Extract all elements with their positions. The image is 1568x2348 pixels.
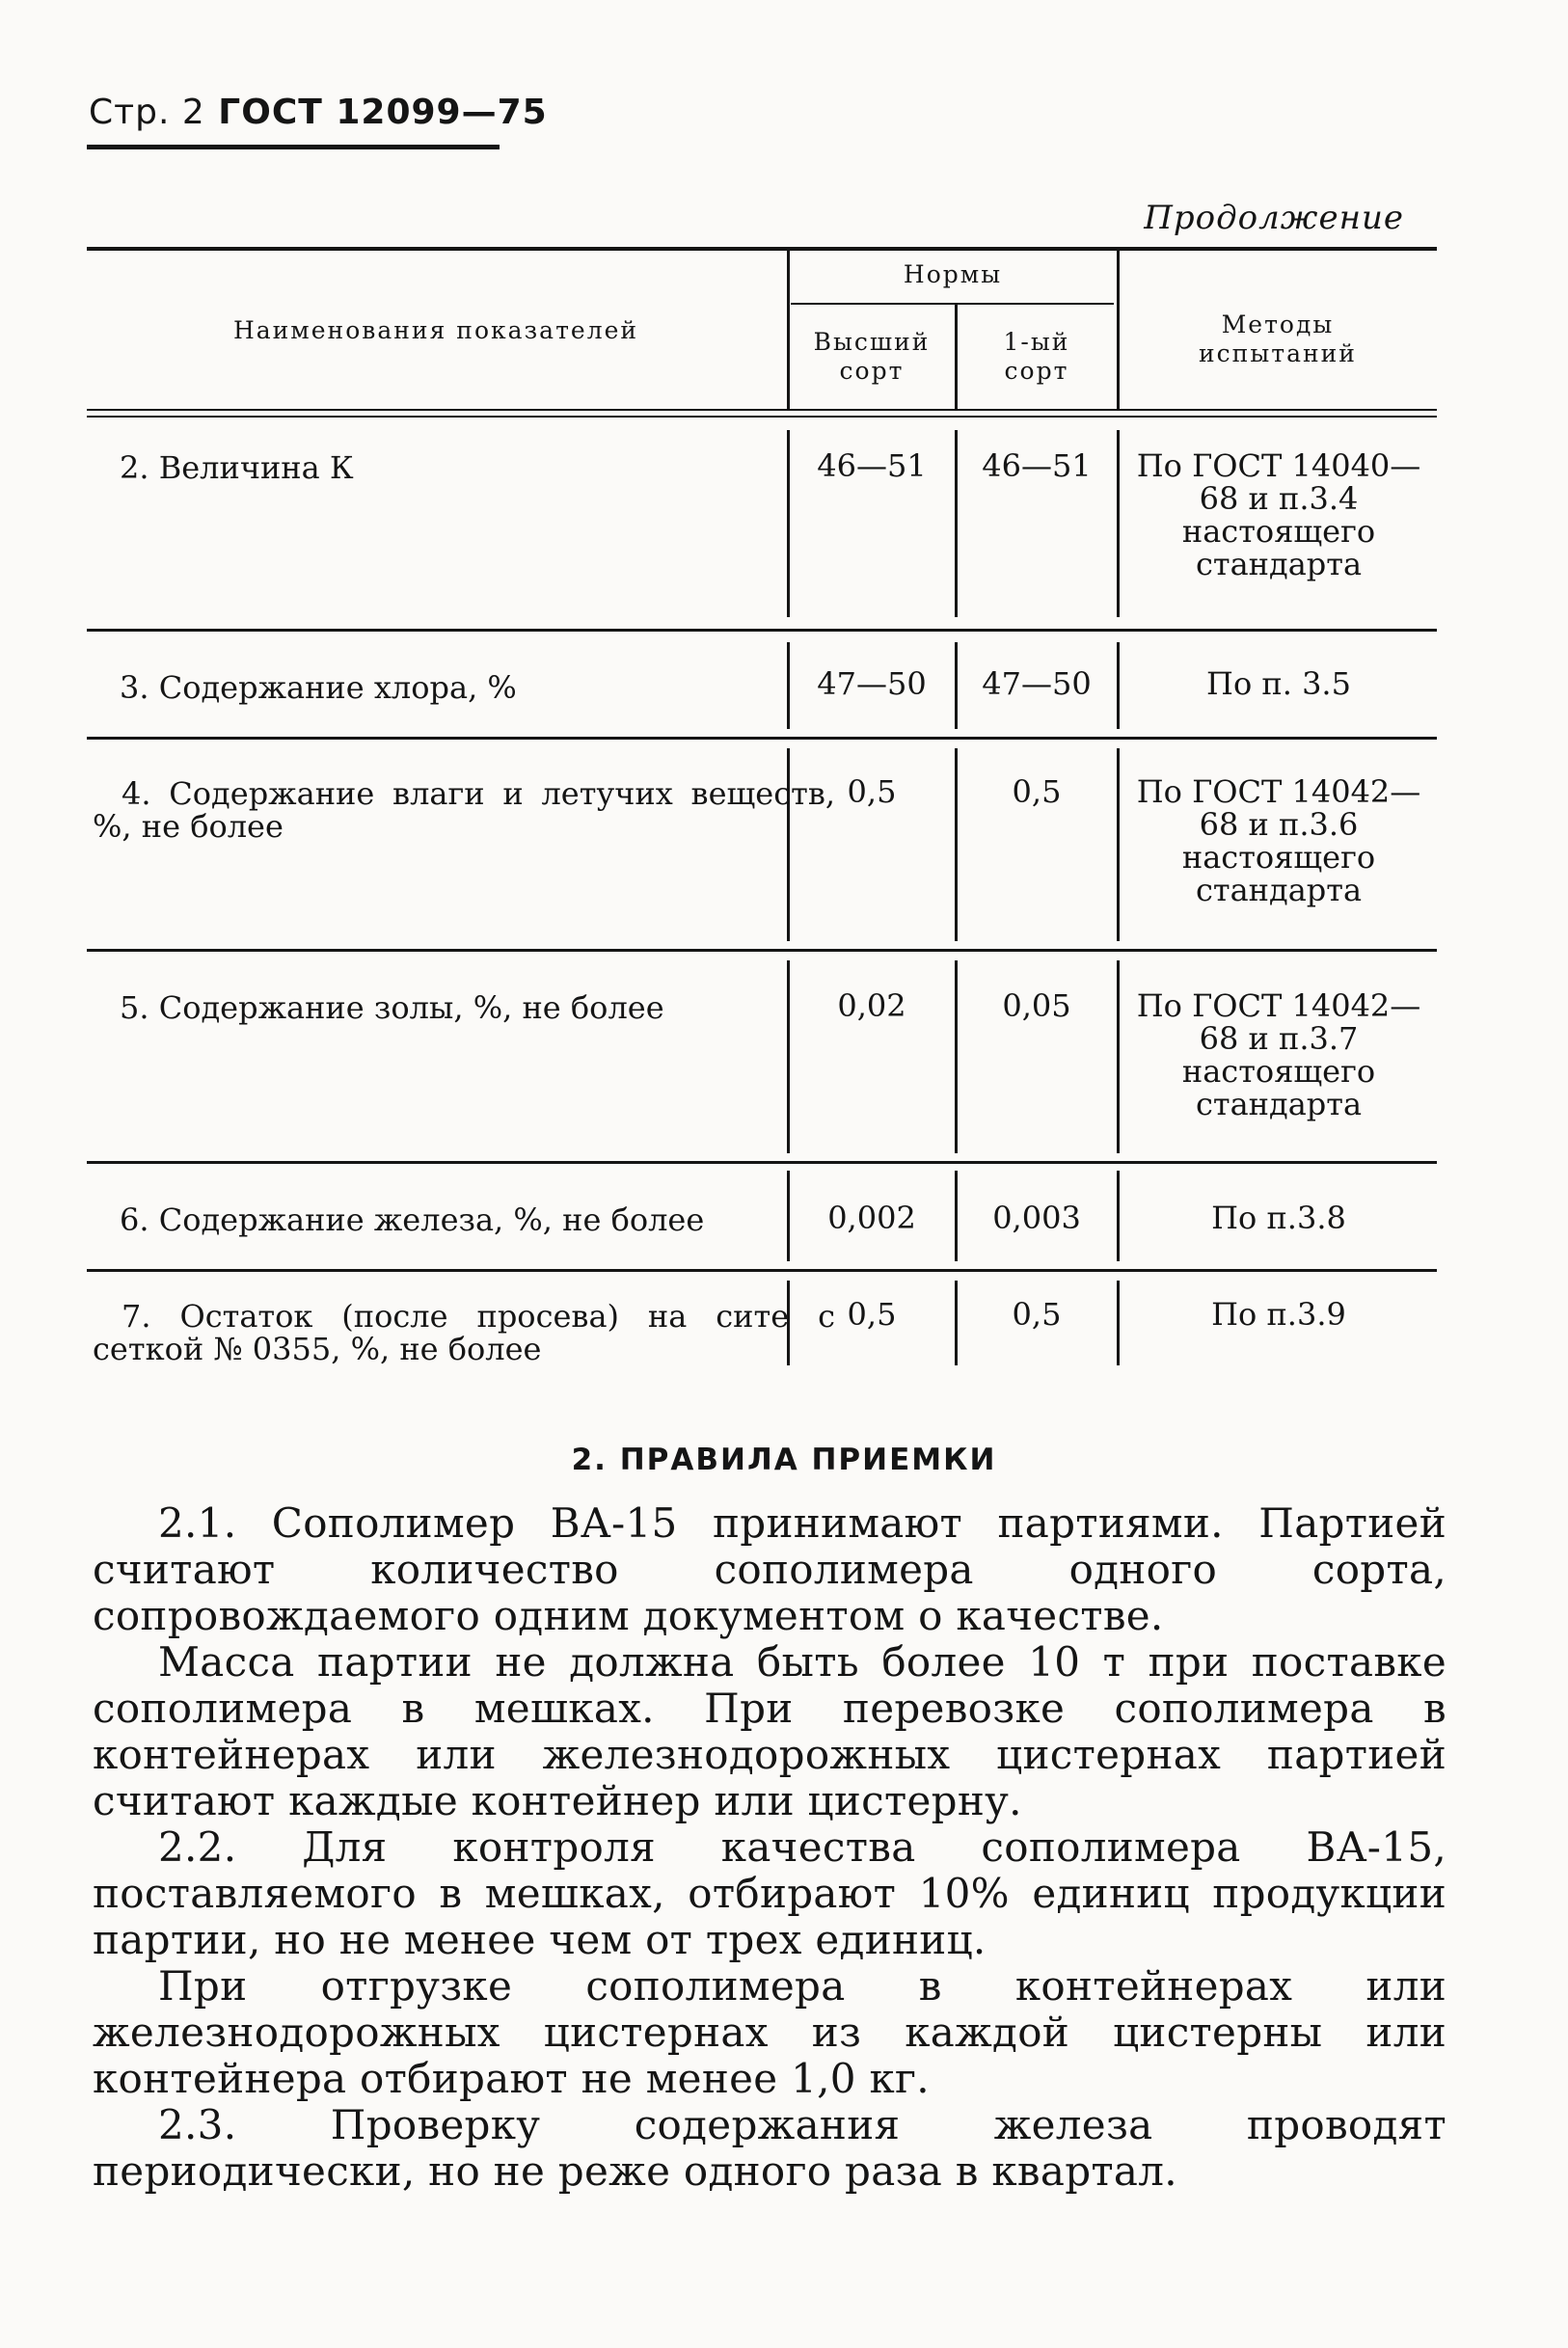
col-divider bbox=[1117, 251, 1120, 409]
col-divider bbox=[787, 251, 790, 409]
table-row-first-grade: 47—50 bbox=[982, 665, 1092, 702]
paragraph: 2.1. Сополимер ВА-15 принимают партиями. Партией считают количество сополимера одного сорта, сопровождаемого одним документом о качестве. bbox=[93, 1499, 1446, 1639]
col-divider bbox=[955, 303, 958, 409]
col-divider bbox=[1117, 642, 1120, 729]
table-row-first-grade: 0,05 bbox=[1002, 987, 1071, 1024]
col-divider bbox=[787, 960, 790, 1153]
table-top-rule bbox=[87, 247, 1437, 251]
page-header bbox=[89, 93, 548, 132]
table-row-indicator: 7. Остаток (после просева) на сите с сеткой № 0355, %, не более bbox=[93, 1298, 835, 1367]
section-body bbox=[93, 1500, 1446, 2195]
norms-subrule bbox=[791, 303, 1114, 305]
col-divider bbox=[955, 1171, 958, 1261]
col-divider bbox=[1117, 430, 1120, 617]
section-title: 2. ПРАВИЛА ПРИЕМКИ bbox=[571, 1443, 997, 1477]
col-divider bbox=[1117, 748, 1120, 941]
table-row-first-grade: 46—51 bbox=[982, 447, 1092, 484]
page-number: Стр. 2 bbox=[89, 93, 205, 132]
table-row-indicator: 5. Содержание золы, %, не более bbox=[120, 989, 664, 1026]
table-row-indicator: 2. Величина К bbox=[120, 449, 354, 486]
table-row-method: По ГОСТ 14042—68 и п.3.6 настоящего стандарта bbox=[1136, 773, 1421, 908]
table-row-indicator: 3. Содержание хлора, % bbox=[120, 669, 517, 706]
table-row-top-grade: 0,02 bbox=[837, 987, 906, 1024]
col-divider bbox=[1117, 1171, 1120, 1261]
table-row-top-grade: 47—50 bbox=[817, 665, 927, 702]
table-row-first-grade: 0,5 bbox=[1012, 773, 1062, 810]
header-norms: Нормы bbox=[903, 260, 1003, 288]
table-row-indicator: 6. Содержание железа, %, не более bbox=[120, 1201, 705, 1238]
col-divider bbox=[955, 1281, 958, 1365]
header-grade-first: 1-ый сорт bbox=[1003, 328, 1070, 385]
row-divider bbox=[87, 737, 1437, 740]
header-bottom-rule bbox=[87, 409, 1437, 411]
table-row-method: По ГОСТ 14040—68 и п.3.4 настоящего стандарта bbox=[1136, 447, 1421, 582]
header-methods: Методы испытаний bbox=[1199, 310, 1357, 367]
paragraph: При отгрузке сополимера в контейнерах или железнодорожных цистернах из каждой цистерны или контейнера отбирают не менее 1,0 кг. bbox=[93, 1962, 1446, 2102]
table-row-top-grade: 0,5 bbox=[847, 773, 897, 810]
col-divider bbox=[955, 960, 958, 1153]
table-row-first-grade: 0,003 bbox=[992, 1200, 1081, 1236]
header-grade-top: Высший сорт bbox=[813, 328, 931, 385]
header-indicator: Наименования показателей bbox=[232, 316, 639, 344]
row-divider bbox=[87, 629, 1437, 632]
table-row-method: По п.3.8 bbox=[1211, 1200, 1346, 1236]
table-row-top-grade: 0,5 bbox=[847, 1296, 897, 1333]
header-bottom-rule-2 bbox=[87, 416, 1437, 418]
standard-number: ГОСТ 12099—75 bbox=[218, 93, 548, 132]
header-rule bbox=[87, 145, 500, 149]
col-divider bbox=[1117, 960, 1120, 1153]
row-divider bbox=[87, 1269, 1437, 1272]
col-divider bbox=[955, 430, 958, 617]
paragraph: 2.2. Для контроля качества сополимера ВА-15, поставляемого в мешках, отбирают 10% единиц продукции партии, но не менее чем от трех единиц. bbox=[93, 1823, 1446, 1963]
continuation-label: Продолжение bbox=[1144, 199, 1404, 237]
paragraph: Масса партии не должна быть более 10 т при поставке сополимера в мешках. При перевозке сополимера в контейнерах или железнодорожных цистернах партией считают каждые контейнер или цистерну. bbox=[93, 1638, 1446, 1824]
specification-table bbox=[87, 247, 1437, 1394]
table-row-method: По п.3.9 bbox=[1211, 1296, 1346, 1333]
table-row-top-grade: 46—51 bbox=[817, 447, 927, 484]
col-divider bbox=[1117, 1281, 1120, 1365]
paragraph: 2.3. Проверку содержания железа проводят периодически, но не реже одного раза в квартал. bbox=[93, 2101, 1446, 2195]
row-divider bbox=[87, 1161, 1437, 1164]
table-row-indicator: 4. Содержание влаги и летучих веществ, %, не более bbox=[93, 775, 835, 845]
table-row-first-grade: 0,5 bbox=[1012, 1296, 1062, 1333]
row-divider bbox=[87, 949, 1437, 952]
table-row-method: По ГОСТ 14042—68 и п.3.7 настоящего стандарта bbox=[1136, 987, 1421, 1122]
col-divider bbox=[955, 748, 958, 941]
table-row-top-grade: 0,002 bbox=[827, 1200, 916, 1236]
table-row-method: По п. 3.5 bbox=[1206, 665, 1351, 702]
col-divider bbox=[955, 642, 958, 729]
